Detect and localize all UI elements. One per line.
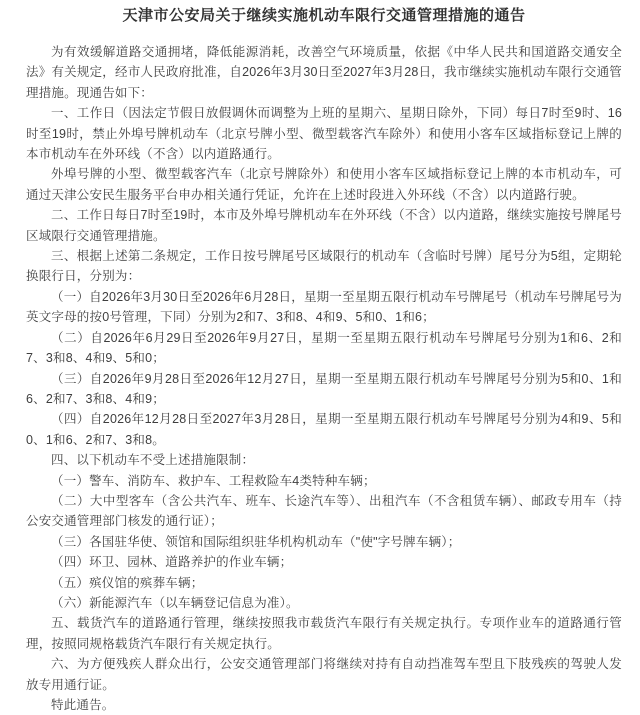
page-title: 天津市公安局关于继续实施机动车限行交通管理措施的通告 <box>122 7 526 24</box>
paragraph: （五）殡仪馆的殡葬车辆； <box>51 575 204 590</box>
paragraph: 三、根据上述第二条规定，工作日按号牌尾号区域限行的机动车（含临时号牌）尾号分为5组，定期轮换限行日，分别为： <box>26 249 622 284</box>
paragraph: 一、工作日（因法定节假日放假调休而调整为上班的星期六、星期日除外，下同）每日7时至9时、16时至19时，禁止外埠号牌机动车（北京号牌小型、微型载客汽车除外）和使用小客车区域指标登记上牌的本市机动车在外环线（不含）以内道路通行。 <box>26 106 622 162</box>
paragraph: 六、为方便残疾人群众出行，公安交通管理部门将继续对持有自动挡准驾车型且下肢残疾的驾驶人发放专用通行证。 <box>26 657 622 692</box>
paragraph: （四）自2026年12月28日至2027年3月28日，星期一至星期五限行机动车号牌尾号分别为4和9、5和0、1和6、2和7、3和8。 <box>26 412 622 447</box>
paragraph: 四、以下机动车不受上述措施限制： <box>51 453 255 468</box>
paragraph: （二）大中型客车（含公共汽车、班车、长途汽车等）、出租汽车（不含租赁车辆）、邮政专用车（持公安交通管理部门核发的通行证）； <box>26 493 622 529</box>
paragraph: （二）自2026年6月29日至2026年9月27日，星期一至星期五限行机动车号牌尾号分别为1和6、2和7、3和8、4和9、5和0； <box>26 330 622 366</box>
paragraph: 特此通告。 <box>51 698 115 712</box>
paragraph: （一）警车、消防车、救护车、工程救险车4类特种车辆； <box>51 473 376 488</box>
paragraph: 为有效缓解道路交通拥堵，降低能源消耗，改善空气环境质量，依据《中华人民共和国道路交通安全法》有关规定，经市人民政府批准，自2026年3月30日至2027年3月28日，我市继续实施机动车限行交通管理措施。现通告如下： <box>26 45 622 100</box>
paragraph: （三）各国驻华使、领馆和国际组织驻华机构机动车（"使"字号牌车辆）； <box>51 534 461 549</box>
paragraph: （三）自2026年9月28日至2026年12月27日，星期一至星期五限行机动车号牌尾号分别为5和0、1和6、2和7、3和8、4和9； <box>26 371 622 406</box>
paragraph: 外埠号牌的小型、微型载客汽车（北京号牌除外）和使用小客车区域指标登记上牌的本市机动车，可通过天津公安民生服务平台申办相关通行凭证，允许在上述时段进入外环线（不含）以内道路行驶。 <box>26 167 622 202</box>
paragraph: （六）新能源汽车（以车辆登记信息为准）。 <box>51 595 299 610</box>
document-body <box>26 42 622 715</box>
paragraph: 二、工作日每日7时至19时，本市及外埠号牌机动车在外环线（不含）以内道路，继续实施按号牌尾号区域限行交通管理措施。 <box>26 208 622 243</box>
paragraph: （四）环卫、园林、道路养护的作业车辆； <box>51 555 293 570</box>
paragraph: 五、载货汽车的道路通行管理，继续按照我市载货汽车限行有关规定执行。专项作业车的道路通行管理，按照同规格载货汽车限行有关规定执行。 <box>26 616 622 651</box>
paragraph: （一）自2026年3月30日至2026年6月28日，星期一至星期五限行机动车号牌尾号（机动车号牌尾号为英文字母的按0号管理，下同）分别为2和7、3和8、4和9、5和0、1和6； <box>26 289 622 325</box>
